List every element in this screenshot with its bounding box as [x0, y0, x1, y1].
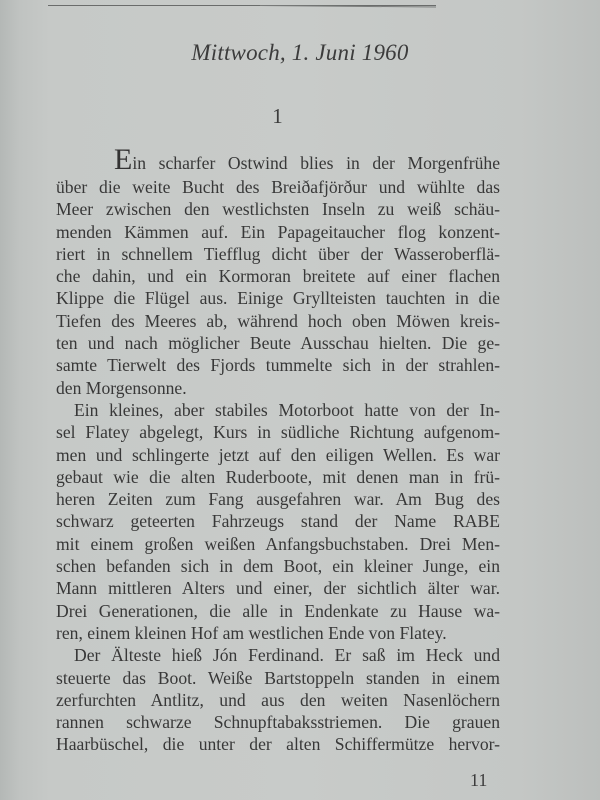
dropcap: E [114, 143, 133, 176]
text-line [56, 143, 500, 176]
chapter-number: 1 [272, 104, 283, 128]
text-line: ten und nach möglicher Beute Ausschau hielten. Die ge- [56, 333, 500, 354]
top-rule-right [260, 5, 436, 8]
text-line: steuerte das Boot. Weiße Bartstoppeln standen in einem [56, 667, 500, 688]
text-line: rannen schwarze Schnupftabaksstriemen. Die grauen [56, 712, 500, 733]
text-line: Meer zwischen den westlichsten Inseln zu weiß schäu- [56, 199, 500, 220]
body-text [56, 143, 500, 756]
text-line: über die weite Bucht des Breiðafjörður und wühlte das [56, 177, 500, 197]
text-line: Tiefen des Meeres ab, während hoch oben Möwen kreis- [56, 310, 500, 331]
text-line: heren Zeiten zum Fang ausgefahren war. Am Bug des [56, 489, 500, 510]
text-line: mit einem großen weißen Anfangsbuchstaben. Drei Men- [56, 533, 500, 554]
text-line-content: in scharfer Ostwind blies in der Morgenfrühe [132, 153, 500, 173]
text-line: riert in schnellem Tiefflug dicht über der Wasseroberflä- [56, 243, 500, 264]
text-line: Ein kleines, aber stabiles Motorboot hatte von der In- [74, 399, 500, 420]
text-line: zerfurchten Antlitz, und aus den weiten Nasenlöchern [56, 689, 500, 710]
text-line: samte Tierwelt des Fjords tummelte sich in der strahlen- [56, 355, 500, 376]
text-line: den Morgensonne. [56, 377, 187, 398]
text-line: schwarz geteerten Fahrzeugs stand der Name RABE [56, 511, 500, 532]
text-line: gebaut wie die alten Ruderboote, mit denen man in frü- [56, 466, 500, 487]
text-line: sel Flatey abgelegt, Kurs in südliche Richtung aufgenom- [56, 422, 500, 443]
text-line: Klippe die Flügel aus. Einige Gryllteisten tauchten in die [56, 288, 500, 309]
date-heading: Mittwoch, 1. Juni 1960 [191, 40, 409, 65]
text-line: Drei Generationen, die alle in Endenkate zu Hause wa- [56, 600, 500, 621]
text-line: che dahin, und ein Kormoran breitete auf einer flachen [56, 266, 500, 287]
text-line: schen befanden sich in dem Boot, ein kleiner Junge, ein [56, 556, 500, 577]
text-line: men und schlingerte jetzt auf den eiligen Wellen. Es war [56, 444, 500, 465]
text-line: menden Kämmen auf. Ein Papageitaucher flog konzent- [56, 221, 500, 242]
page-number: 11 [470, 770, 488, 790]
text-line: Mann mittleren Alters und einer, der sichtlich älter war. [56, 578, 500, 599]
text-line: Haarbüschel, die unter der alten Schiffermütze hervor- [56, 734, 500, 755]
text-line: Der Älteste hieß Jón Ferdinand. Er saß im Heck und [74, 645, 500, 666]
text-line: ren, einem kleinen Hof am westlichen Ende von Flatey. [56, 622, 447, 643]
